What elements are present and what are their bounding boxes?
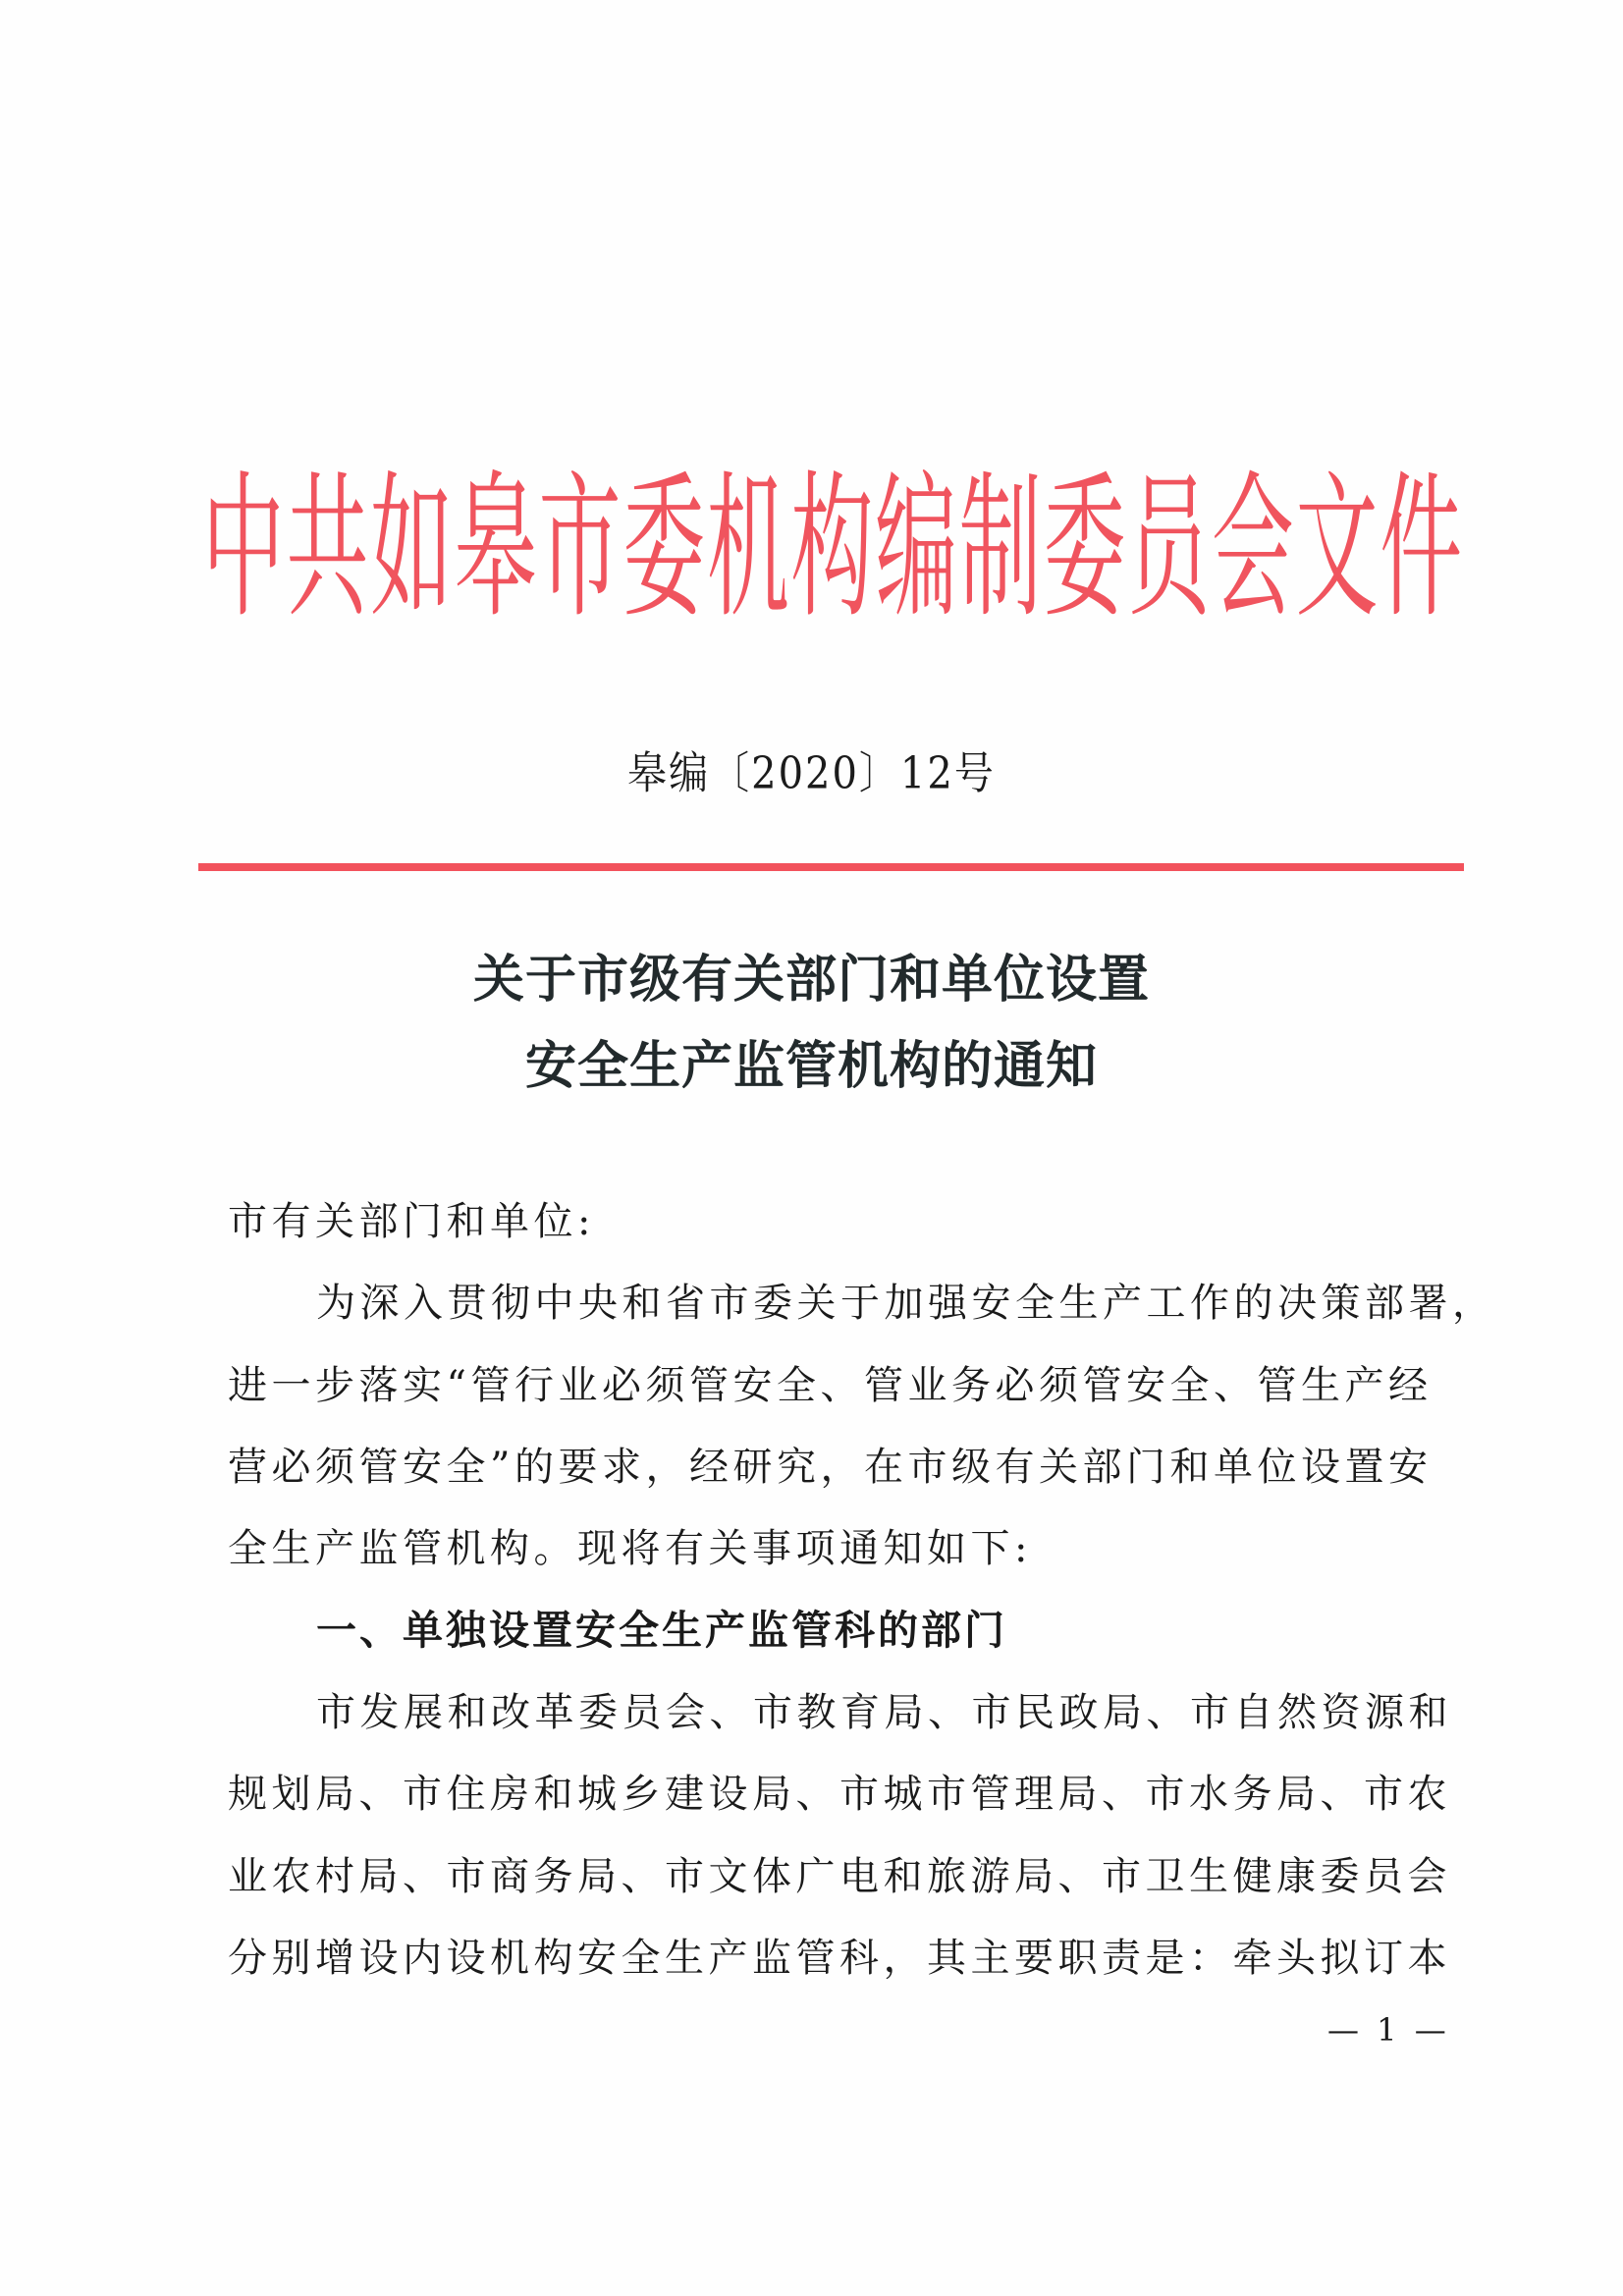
document-title-line-2: 安全生产监管机构的通知	[524, 1036, 1098, 1096]
section-line: 业农村局、市商务局、市文体广电和旅游局、市卫生健康委员会	[228, 1854, 1451, 1899]
issuer-header-char: 中	[201, 456, 285, 639]
issuer-header-char: 文	[1295, 456, 1379, 639]
issuer-header-char: 皋	[454, 456, 537, 639]
issuer-header-char: 机	[706, 456, 789, 639]
issuer-header-char: 构	[790, 456, 874, 639]
body-line: 营必须管安全”的要求，经研究，在市级有关部门和单位设置安	[228, 1445, 1433, 1490]
issuer-header-char: 件	[1380, 456, 1463, 639]
body-line: 进一步落实“管行业必须管安全、管业务必须管安全、管生产经	[228, 1363, 1433, 1408]
body-line: 全生产监管机构。现将有关事项通知如下:	[228, 1526, 1032, 1571]
issuer-header-char: 制	[958, 456, 1042, 639]
body-line: 为深入贯彻中央和省市委关于加强安全生产工作的决策部署，	[316, 1281, 1496, 1326]
section-heading: 一、单独设置安全生产监管科的部门	[316, 1607, 1007, 1654]
issuer-header-char: 委	[1043, 456, 1126, 639]
issuer-header	[201, 456, 1463, 778]
issuer-header-char: 员	[1127, 456, 1211, 639]
issuer-header-char: 市	[538, 456, 622, 639]
page-number: — 1 —	[1327, 2011, 1450, 2049]
document-title-line-1: 关于市级有关部门和单位设置	[472, 950, 1150, 1010]
issuer-header-char: 会	[1211, 456, 1294, 639]
section-line: 规划局、市住房和城乡建设局、市城市管理局、市水务局、市农	[228, 1772, 1451, 1817]
issuer-header-char: 编	[875, 456, 958, 639]
section-line: 分别增设内设机构安全生产监管科，其主要职责是：牵头拟订本	[228, 1936, 1451, 1981]
issuer-header-char: 共	[286, 456, 369, 639]
issuer-header-char: 委	[622, 456, 706, 639]
section-line: 市发展和改革委员会、市教育局、市民政局、市自然资源和	[316, 1690, 1452, 1735]
document-number: 皋编〔2020〕12号	[627, 748, 996, 799]
issuer-header-char: 如	[370, 456, 454, 639]
salutation: 市有关部门和单位:	[228, 1199, 595, 1244]
red-separator-rule	[198, 863, 1464, 871]
